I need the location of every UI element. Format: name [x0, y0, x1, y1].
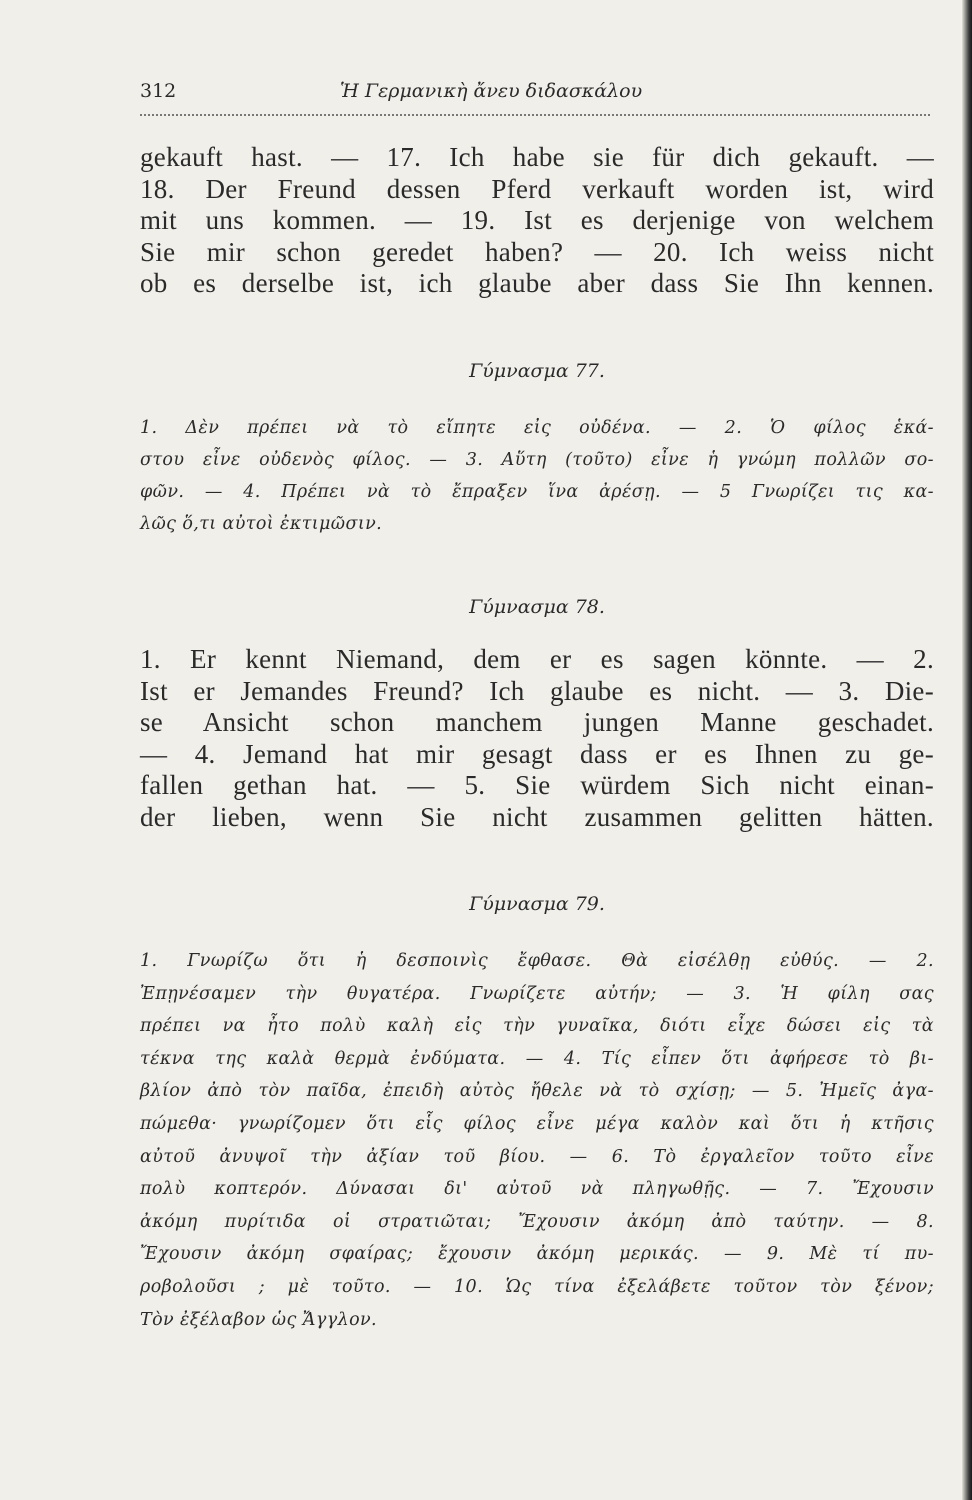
text-line: 1. Er kennt Niemand, dem er es sagen könnte. — 2. — [140, 644, 934, 674]
page-edge-shadow — [962, 0, 972, 1500]
text-line: der lieben, wenn Sie nicht zusammen gelitten hätten. — [140, 801, 934, 832]
text-line: Ist er Jemandes Freund? Ich glaube es nicht. — 3. Die- — [140, 675, 934, 706]
text-line: — 4. Jemand hat mir gesagt dass er es Ihnen zu ge- — [140, 738, 934, 769]
text-line: Τὸν ἐξέλαβον ὡς Ἄγγλον. — [140, 1309, 378, 1330]
exercise-78-heading: Γύμνασμα 78. — [469, 596, 605, 618]
text-line: πώμεθα· γνωρίζομεν ὅτι εἷς φίλος εἶνε μέγα καλὸν καὶ ὅτι ἡ κτῆσις — [140, 1113, 934, 1134]
text-line: λῶς ὅ,τι αὐτοὶ ἐκτιμῶσιν. — [140, 514, 383, 534]
exercise-79-heading: Γύμνασμα 79. — [469, 893, 605, 915]
text-line: mit uns kommen. — 19. Ist es derjenige von welchem — [140, 205, 934, 235]
header-divider — [140, 114, 930, 116]
text-line: se Ansicht schon manchem jungen Manne geschadet. — [140, 707, 934, 737]
text-line: πρέπει να ἦτο πολὺ καλὴ εἰς τὴν γυναῖκα, διότι εἶχε δώσει εἰς τὰ — [140, 1016, 934, 1037]
running-title: Ἡ Γερμανικὴ ἄνευ διδασκάλου — [340, 80, 643, 102]
text-line: gekauft hast. — 17. Ich habe sie für dich gekauft. — — [140, 142, 934, 172]
text-line: στου εἶνε οὐδενὸς φίλος. — 3. Αὕτη (τοῦτο) εἶνε ἡ γνώμη πολλῶν σο- — [140, 450, 934, 470]
text-line: 18. Der Freund dessen Pferd verkauft worden ist, wird — [140, 173, 934, 204]
text-line: Ἔχουσιν ἀκόμη σφαίρας; ἔχουσιν ἀκόμη μερικάς. — 9. Μὲ τί πυ- — [140, 1244, 934, 1265]
page-number: 312 — [140, 80, 177, 102]
text-line: Ἐπῃνέσαμεν τὴν θυγατέρα. Γνωρίζετε αὐτήν; — 3. Ἡ φίλη σας — [140, 983, 934, 1004]
exercise-77-heading: Γύμνασμα 77. — [469, 360, 605, 382]
text-line: βλίον ἀπὸ τὸν παῖδα, ἐπειδὴ αὐτὸς ἤθελε νὰ τὸ σχίσῃ; — 5. Ἠμεῖς ἀγα- — [140, 1081, 934, 1102]
text-line: ob es derselbe ist, ich glaube aber dass Sie Ihn kennen. — [140, 268, 934, 298]
text-line: ροβολοῦσι ; μὲ τοῦτο. — 10. Ὡς τίνα ἐξελάβετε τοῦτον τὸν ξένον; — [140, 1276, 934, 1297]
exercise-77-text — [140, 412, 934, 540]
text-line: πολὺ κοπτερόν. Δύνασαι δι' αὐτοῦ νὰ πληγωθῇς. — 7. Ἔχουσιν — [140, 1179, 934, 1200]
running-header — [140, 80, 930, 114]
text-line: ἀκόμη πυρίτιδα οἱ στρατιῶται; Ἔχουσιν ἀκόμη ἀπὸ ταύτην. — 8. — [140, 1211, 934, 1232]
text-line: Sie mir schon geredet haben? — 20. Ich weiss nicht — [140, 236, 934, 267]
intro-paragraph — [140, 142, 934, 300]
exercise-79-text — [140, 945, 934, 1336]
text-line: αὐτοῦ ἀνυψοῖ τὴν ἀξίαν τοῦ βίου. — 6. Τὸ ἐργαλεῖον τοῦτο εἶνε — [140, 1146, 934, 1167]
exercise-78-text — [140, 644, 934, 833]
text-line: 1. Δὲν πρέπει νὰ τὸ εἴπητε εἰς οὐδένα. — 2. Ὁ φίλος ἑκά- — [140, 418, 934, 438]
text-line: τέκνα της καλὰ θερμὰ ἐνδύματα. — 4. Τίς εἶπεν ὅτι ἀφήρεσε τὸ βι- — [140, 1048, 934, 1069]
text-line: fallen gethan hat. — 5. Sie würdem Sich nicht einan- — [140, 770, 934, 800]
text-line: 1. Γνωρίζω ὅτι ἡ δεσποινὶς ἔφθασε. Θὰ εἰσέλθῃ εὐθύς. — 2. — [140, 951, 934, 971]
text-line: φῶν. — 4. Πρέπει νὰ τὸ ἔπραξεν ἵνα ἀρέσῃ. — 5 Γνωρίζει τις κα- — [140, 482, 934, 502]
